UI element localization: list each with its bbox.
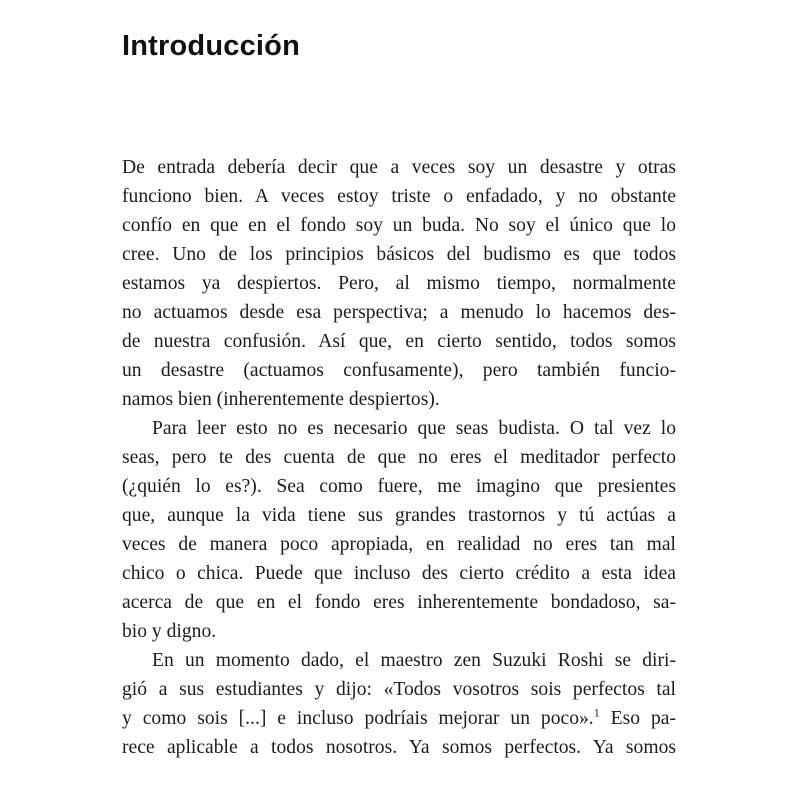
text-line: Para leer esto no es necesario que seas budista. O tal vez lo — [152, 418, 676, 439]
text-line: bio y digno. — [122, 621, 217, 642]
text-fragment: Eso pa- — [599, 708, 676, 729]
text-line: namos bien (inherentemente despiertos). — [122, 389, 440, 410]
text-line: seas, pero te des cuenta de que no eres el meditador perfecto — [122, 447, 676, 468]
text-line: cree. Uno de los principios básicos del budismo es que todos — [122, 244, 676, 265]
text-line: (¿quién lo es?). Sea como fuere, me imagino que presientes — [122, 476, 676, 497]
text-line: De entrada debería decir que a veces soy un desastre y otras — [122, 157, 676, 178]
text-line: estamos ya despiertos. Pero, al mismo tiempo, normalmente — [122, 273, 676, 294]
text-line: confío en que en el fondo soy un buda. No soy el único que lo — [122, 215, 676, 236]
text-line: En un momento dado, el maestro zen Suzuki Roshi se diri- — [152, 650, 676, 671]
text-line: chico o chica. Puede que incluso des cierto crédito a esta idea — [122, 563, 676, 584]
text-line: que, aunque la vida tiene sus grandes trastornos y tú actúas a — [122, 505, 676, 526]
footnote-marker[interactable]: 1 — [593, 705, 600, 720]
text-line: acerca de que en el fondo eres inherentemente bondadoso, sa- — [122, 592, 676, 613]
text-line: un desastre (actuamos confusamente), pero también funcio- — [122, 360, 676, 381]
text-fragment: y como sois [...] e incluso podríais mejorar un poco». — [122, 708, 594, 729]
text-line: rece aplicable a todos nosotros. Ya somos perfectos. Ya somos — [122, 737, 676, 758]
text-line: no actuamos desde esa perspectiva; a menudo lo hacemos des- — [122, 302, 676, 323]
chapter-title: Introducción — [122, 30, 301, 62]
body-text — [122, 153, 676, 762]
text-line-with-footnote — [122, 704, 676, 733]
text-line: veces de manera poco apropiada, en realidad no eres tan mal — [122, 534, 676, 555]
text-line: de nuestra confusión. Así que, en cierto sentido, todos somos — [122, 331, 676, 352]
text-line: funciono bien. A veces estoy triste o enfadado, y no obstante — [122, 186, 676, 207]
text-line: gió a sus estudiantes y dijo: «Todos vosotros sois perfectos tal — [122, 679, 676, 700]
